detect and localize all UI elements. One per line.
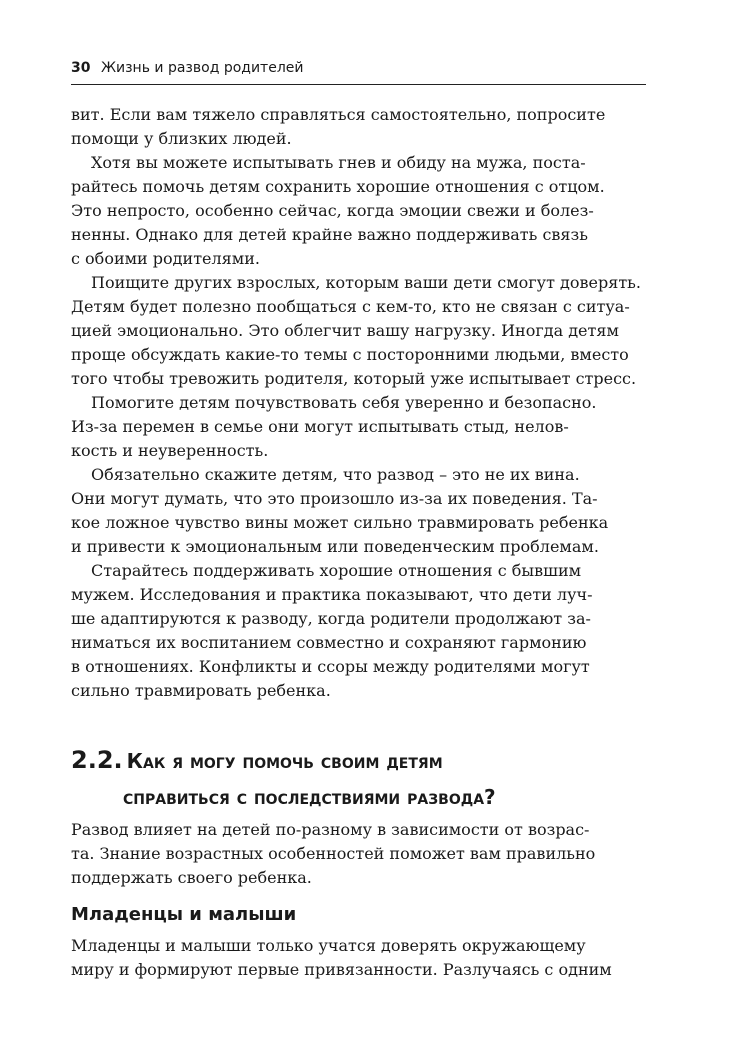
- paragraph-father-relations: Хотя вы можете испытывать гнев и обиду на мужа, поста- райтесь помочь детям сохранить хорошие отношения с отцом. Это непросто, особенно сейчас, когда эмоции свежи и болез- ненны. Однако для детей крайне важно поддерживать связь с обоими родителями.: [71, 153, 605, 268]
- section-heading: [71, 742, 646, 815]
- paragraph-ex-husband: Старайтесь поддерживать хорошие отношения с бывшим мужем. Исследования и практика показывают, что дети луч- ше адаптируются к разводу, когда родители продолжают за- ниматься их воспитанием совместно и сохраняют гармонию в отношениях. Конфликты и ссоры между родителями могут сильно травмировать ребенка.: [71, 561, 593, 700]
- subsection-heading: Младенцы и малыши: [71, 904, 297, 925]
- section-title-line2: справиться с последствиями развода?: [123, 785, 496, 809]
- paragraph-continuation: вит. Если вам тяжело справляться самостоятельно, попросите помощи у близких людей.: [71, 105, 606, 148]
- section-intro-paragraph: Развод влияет на детей по-разному в зависимости от возрас- та. Знание возрастных особенностей поможет вам правильно поддержать своего ребенка.: [71, 820, 596, 887]
- paragraph-other-adults: Поищите других взрослых, которым ваши дети смогут доверять. Детям будет полезно пообщаться с кем-то, кто не связан с ситуа- цией эмоционально. Это облегчит вашу нагрузку. Иногда детям проще обсуждать какие-то темы с посторонними людьми, вместо того чтобы тревожить родителя, который уже испытывает стресс.: [71, 273, 641, 388]
- paragraph-not-their-fault: Обязательно скажите детям, что развод – это не их вина. Они могут думать, что это произошло из-за их поведения. Та- кое ложное чувство вины может сильно травмировать ребенка и привести к эмоциональным или поведенческим проблемам.: [71, 465, 609, 556]
- page-number: 30: [71, 60, 91, 76]
- paragraph-confidence: Помогите детям почувствовать себя уверенно и безопасно. Из-за перемен в семье они могут испытывать стыд, нелов- кость и неуверенность.: [71, 393, 597, 460]
- section-title-line1: Как я могу помочь своим детям: [126, 749, 443, 773]
- running-head-title: Жизнь и развод родителей: [100, 60, 304, 76]
- running-head: [71, 60, 646, 76]
- subsection-paragraph: Младенцы и малыши только учатся доверять окружающему миру и формируют первые привязанности. Разлучаясь с одним: [71, 936, 612, 979]
- section-number: 2.2.: [71, 746, 123, 774]
- header-divider: [71, 84, 646, 85]
